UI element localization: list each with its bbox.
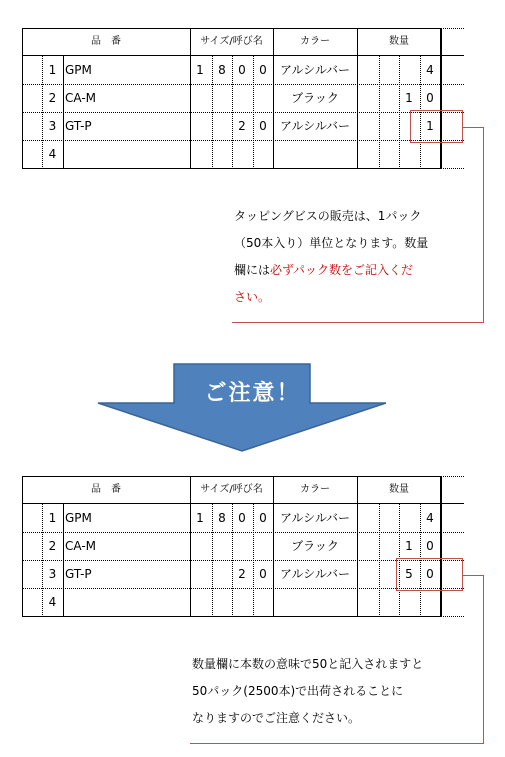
size-digit-cell (253, 84, 273, 112)
header-part-number: 品 番 (91, 36, 121, 47)
note-line: 50パック(2500本)で出荷されることに (192, 684, 404, 698)
quantity-digit-cell (357, 84, 377, 112)
quantity-digit-cell (379, 56, 399, 84)
part-number-cell (65, 588, 185, 616)
part-number-cell: CA-M (65, 539, 97, 553)
quantity-digit-cell (399, 588, 419, 616)
size-digit-cell: 0 (259, 119, 267, 133)
header-size: サイズ/呼び名 (200, 36, 263, 47)
callout-box-before (410, 110, 463, 143)
note-line: なりますのでご注意ください。 (192, 711, 361, 725)
size-digit-cell (232, 84, 252, 112)
row-number: 2 (48, 91, 57, 105)
size-digit-cell (212, 84, 232, 112)
part-number-cell: GPM (65, 63, 92, 77)
size-digit-cell: 0 (238, 511, 246, 525)
quantity-digit-cell (357, 532, 377, 560)
quantity-digit-cell: 0 (426, 91, 434, 105)
size-digit-cell: 0 (259, 511, 267, 525)
header-size: サイズ/呼び名 (200, 484, 263, 495)
size-digit-cell (190, 532, 210, 560)
color-cell: アルシルバー (279, 511, 351, 525)
quantity-digit-cell (357, 140, 377, 168)
callout-line (483, 127, 484, 323)
size-digit-cell (212, 532, 232, 560)
color-cell (273, 588, 357, 616)
size-digit-cell (212, 112, 232, 140)
callout-line (463, 575, 483, 576)
part-number-cell (65, 140, 185, 168)
quantity-digit-cell: 1 (405, 91, 413, 105)
note-line: 数量欄に本数の意味で50と記入されますと (192, 657, 424, 671)
quantity-digit-cell: 5 (405, 567, 413, 581)
color-cell: アルシルバー (279, 119, 351, 133)
color-cell: アルシルバー (279, 567, 351, 581)
size-digit-cell (253, 588, 273, 616)
color-cell (273, 140, 357, 168)
quantity-digit-cell (379, 112, 399, 140)
note-line: タッピングビスの販売は、1パック (234, 209, 422, 223)
table-border (441, 168, 464, 169)
quantity-digit-cell (379, 140, 399, 168)
table-border (441, 28, 464, 29)
size-digit-cell (232, 140, 252, 168)
size-digit-cell (190, 560, 210, 588)
column-divider (441, 476, 442, 617)
quantity-digit-cell: 0 (426, 567, 434, 581)
part-number-cell: GT-P (65, 119, 92, 133)
table-border (441, 616, 464, 617)
color-cell: アルシルバー (279, 63, 351, 77)
quantity-digit-cell (379, 588, 399, 616)
size-digit-cell: 8 (218, 63, 226, 77)
size-digit-cell: 8 (218, 511, 226, 525)
callout-line (232, 322, 484, 323)
part-number-cell: GPM (65, 511, 92, 525)
note-pack-unit (234, 203, 474, 311)
note-emphasis: 必ずパック数をご記入くだ (270, 263, 414, 277)
quantity-digit-cell (357, 588, 377, 616)
quantity-digit-cell: 0 (426, 539, 434, 553)
size-digit-cell: 0 (238, 63, 246, 77)
quantity-digit-cell (357, 504, 377, 532)
part-number-cell: CA-M (65, 91, 97, 105)
quantity-digit-cell (379, 504, 399, 532)
row-number: 3 (48, 119, 57, 133)
size-digit-cell: 1 (196, 63, 204, 77)
header-color: カラー (300, 36, 330, 47)
size-digit-cell (190, 140, 210, 168)
header-part-number: 品 番 (91, 484, 121, 495)
note-quantity-warning (192, 651, 492, 732)
quantity-digit-cell (420, 140, 440, 168)
order-table-before (22, 28, 464, 169)
size-digit-cell (190, 588, 210, 616)
column-divider (63, 504, 64, 617)
color-cell: ブラック (291, 539, 339, 553)
quantity-digit-cell (399, 56, 419, 84)
row-number: 4 (48, 595, 57, 609)
row-number: 4 (48, 147, 57, 161)
quantity-digit-cell (399, 504, 419, 532)
row-number: 2 (48, 539, 57, 553)
caution-label: ご注意！ (204, 381, 301, 406)
part-number-cell: GT-P (65, 567, 92, 581)
size-digit-cell (212, 588, 232, 616)
quantity-digit-cell (379, 84, 399, 112)
size-digit-cell (253, 532, 273, 560)
size-digit-cell (212, 140, 232, 168)
column-divider (441, 28, 442, 169)
quantity-digit-cell (357, 112, 377, 140)
quantity-digit-cell (357, 56, 377, 84)
column-divider (63, 56, 64, 169)
size-digit-cell (253, 140, 273, 168)
size-digit-cell (232, 532, 252, 560)
note-line: 欄には必ずパック数をご記入くだ (234, 263, 414, 277)
callout-line (463, 127, 483, 128)
size-digit-cell: 2 (238, 567, 246, 581)
quantity-digit-cell (379, 532, 399, 560)
row-number: 1 (48, 63, 57, 77)
size-digit-cell: 2 (238, 119, 246, 133)
color-cell: ブラック (291, 91, 339, 105)
callout-box-after (396, 558, 463, 591)
size-digit-cell: 0 (259, 567, 267, 581)
row-number: 3 (48, 567, 57, 581)
quantity-digit-cell (357, 560, 377, 588)
size-digit-cell: 0 (259, 63, 267, 77)
row-number: 1 (48, 511, 57, 525)
size-digit-cell (212, 560, 232, 588)
quantity-digit-cell (399, 140, 419, 168)
size-digit-cell (232, 588, 252, 616)
quantity-digit-cell: 4 (426, 63, 434, 77)
table-border (441, 476, 464, 477)
quantity-digit-cell (420, 588, 440, 616)
quantity-digit-cell: 1 (426, 119, 434, 133)
header-quantity: 数量 (389, 484, 409, 495)
note-line: （50本入り）単位となります。数量 (234, 236, 429, 250)
header-quantity: 数量 (389, 36, 409, 47)
callout-line (190, 743, 484, 744)
note-line: さい。 (234, 290, 271, 304)
size-digit-cell (190, 112, 210, 140)
size-digit-cell (190, 84, 210, 112)
header-color: カラー (300, 484, 330, 495)
size-digit-cell: 1 (196, 511, 204, 525)
quantity-digit-cell: 1 (405, 539, 413, 553)
quantity-digit-cell: 4 (426, 511, 434, 525)
order-table-after (22, 476, 464, 617)
